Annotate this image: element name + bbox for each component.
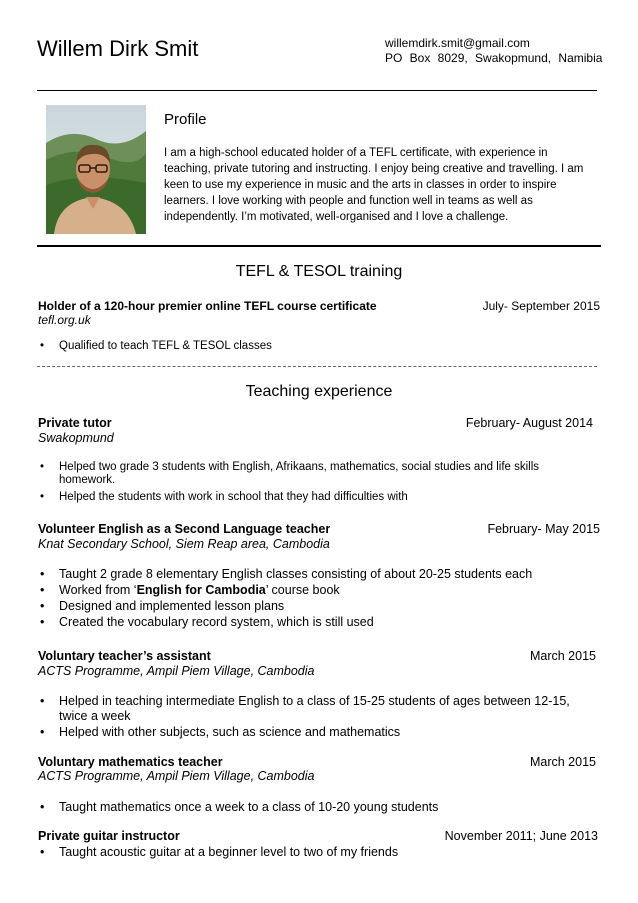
profile-photo [46, 105, 146, 234]
tefl-entry-title: Holder of a 120-hour premier online TEFL course certificate [38, 299, 377, 313]
guitar-instructor-bullets [38, 845, 598, 861]
list-item: • Taught 2 grade 8 elementary English classes consisting of about 20-25 students each [38, 567, 600, 582]
volunteer-esl-bullets [38, 567, 600, 631]
resume-name: Willem Dirk Smit [37, 36, 199, 61]
teacher-assistant-date: March 2015 [529, 649, 596, 663]
volunteer-esl-org: Knat Secondary School, Siem Reap area, Cambodia [38, 537, 330, 551]
address-text: PO Box 8029, Swakopmund, Namibia [385, 51, 603, 65]
tefl-entry-date: July- September 2015 [482, 299, 600, 313]
profile-heading: Profile [164, 111, 207, 128]
private-tutor-org: Swakopmund [38, 431, 114, 445]
math-teacher-org: ACTS Programme, Ampil Piem Village, Cambodia [38, 769, 315, 783]
list-item: • Taught mathematics once a week to a class of 10-20 young students [38, 800, 598, 815]
course-book-name: English for Cambodia [136, 583, 266, 597]
math-teacher-title: Voluntary mathematics teacher [38, 755, 223, 769]
list-item: • Taught acoustic guitar at a beginner level to two of my friends [38, 845, 598, 860]
math-teacher-date: March 2015 [529, 755, 596, 769]
profile-summary: I am a high-school educated holder of a TEFL certificate, with experience in teaching, private tutoring and instructing. I enjoy being creative and travelling. I am keen to use my experience in music and the arts in classes in order to inspire learners. I love working with people and function well in teams as well as independently. I’m motivated, well-organised and I love a challenge. [164, 147, 584, 223]
list-item: • Helped the students with work in school that they had difficulties with [38, 491, 558, 504]
header-divider [37, 90, 597, 91]
list-item: • Designed and implemented lesson plans [38, 599, 600, 614]
list-item: • Helped two grade 3 students with English, Afrikaans, mathematics, social studies and life skills homework. [38, 461, 558, 487]
contact-info [385, 36, 602, 66]
teaching-section-title: Teaching experience [245, 383, 393, 400]
private-tutor-date: February- August 2014 [465, 416, 593, 430]
tefl-divider [37, 366, 597, 367]
private-tutor-title: Private tutor [38, 416, 112, 430]
private-tutor-bullets [38, 461, 558, 508]
guitar-instructor-title: Private guitar instructor [38, 829, 180, 843]
list-item: • Created the vocabulary record system, which is still used [38, 615, 600, 630]
tefl-section-title: TEFL & TESOL training [235, 263, 403, 280]
list-item: • Helped in teaching intermediate English to a class of 15-25 students of ages between 12-15, twice a week [38, 694, 593, 724]
volunteer-esl-title: Volunteer English as a Second Language teacher [38, 522, 331, 536]
bullet-text-pre: Worked from ‘ [59, 583, 137, 597]
teacher-assistant-title: Voluntary teacher’s assistant [38, 649, 211, 663]
list-item: • Qualified to teach TEFL & TESOL classes [38, 340, 598, 353]
guitar-instructor-date: November 2011; June 2013 [444, 829, 598, 843]
teacher-assistant-bullets [38, 694, 593, 741]
profile-divider [37, 245, 601, 247]
email-text: willemdirk.smit@gmail.com [385, 36, 530, 50]
tefl-bullets [38, 340, 598, 357]
teacher-assistant-org: ACTS Programme, Ampil Piem Village, Cambodia [38, 664, 315, 678]
list-item [38, 583, 600, 598]
tefl-org: tefl.org.uk [38, 313, 91, 327]
math-teacher-bullets [38, 800, 598, 816]
list-item: • Helped with other subjects, such as science and mathematics [38, 725, 593, 740]
volunteer-esl-date: February- May 2015 [487, 522, 600, 536]
bullet-text-post: ’ course book [265, 583, 340, 597]
